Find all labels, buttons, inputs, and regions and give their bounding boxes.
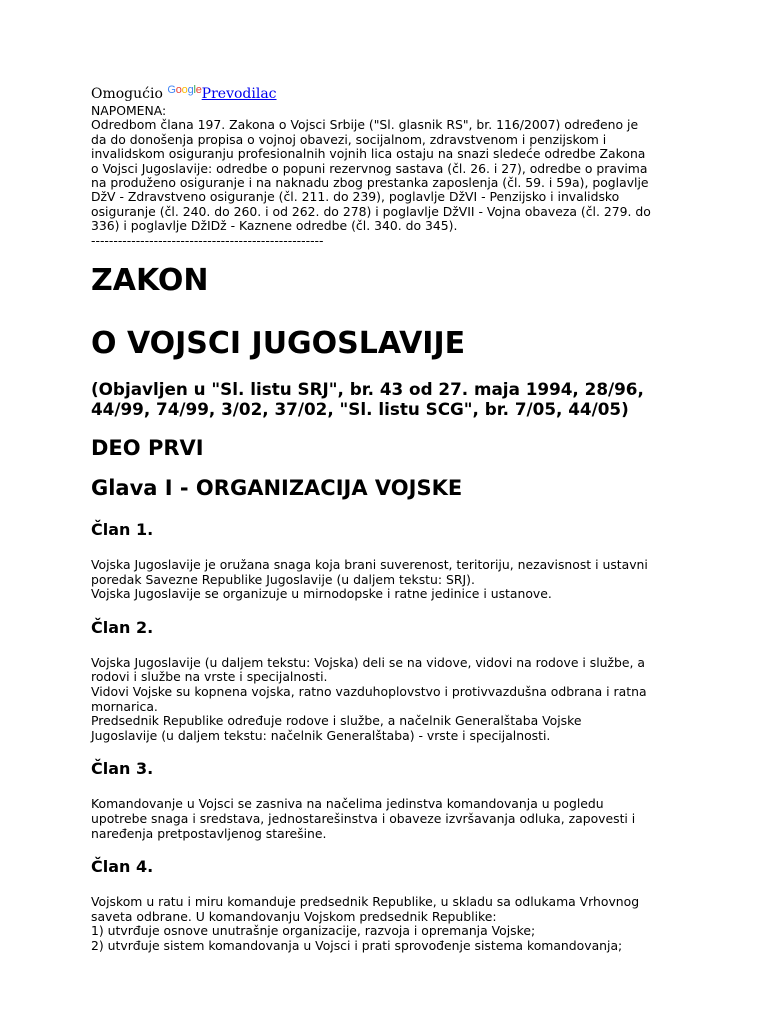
- article-line: 1) utvrđuje osnove unutrašnje organizacije, razvoja i opremanja Vojske;: [91, 923, 536, 939]
- article-heading: Član 2.: [91, 617, 154, 637]
- article-line: Komandovanje u Vojsci se zasniva na načelima jedinstva komandovanja u pogledu: [91, 796, 604, 812]
- article-heading: Član 1.: [91, 520, 154, 540]
- note-line: Odredbom člana 197. Zakona o Vojsci Srbije ("Sl. glasnik RS", br. 116/2007) određeno je: [91, 117, 639, 133]
- article-line: poredak Savezne Republike Jugoslavije (u daljem tekstu: SRJ).: [91, 571, 475, 587]
- publication-line: 44/99, 74/99, 3/02, 37/02, "Sl. listu SCG", br. 7/05, 44/05): [91, 399, 629, 420]
- article-line: rodovi i službe na vrste i specijalnosti.: [91, 669, 328, 685]
- law-title: ZAKON: [91, 263, 209, 299]
- note-line: DžV - Zdravstveno osiguranje (čl. 211. do 239), poglavlje DžVI - Penzijsko i invalidsko: [91, 189, 620, 205]
- article-heading: Član 3.: [91, 759, 154, 779]
- translate-link[interactable]: Prevodilac: [201, 86, 277, 102]
- translate-bar: [91, 84, 691, 104]
- article-line: Vojska Jugoslavije je oružana snaga koja brani suverenost, teritoriju, nezavisnost i ustavni: [91, 557, 648, 573]
- article-line: upotrebe snaga i sredstava, jednostarešinstva i obaveze izvršavanja odluka, zapovesti i: [91, 811, 636, 826]
- note-line: invalidskom osiguranju profesionalnih vojnih lica ostaju na snazi sledeće odredbe Zakona: [91, 146, 646, 162]
- part-heading: DEO PRVI: [91, 436, 204, 461]
- article-line: naređenja pretpostavljenog starešine.: [91, 825, 327, 841]
- article-line: saveta odbrane. U komandovanju Vojskom predsednik Republike:: [91, 908, 497, 924]
- article-text: [91, 656, 691, 744]
- article-text: [91, 895, 691, 953]
- document-page: [91, 84, 691, 954]
- article-heading: Član 4.: [91, 857, 154, 877]
- note-line: na produženo osiguranje i na naknadu zbog prestanka zaposlenja (čl. 59. i 59a), poglavlje: [91, 175, 649, 191]
- article-4: [91, 857, 691, 953]
- article-line: Vojska Jugoslavije (u daljem tekstu: Vojska) deli se na vidove, vidovi na rodove i službe, a: [91, 654, 645, 670]
- article-line: mornarica.: [91, 698, 158, 714]
- publication-info: [91, 379, 691, 419]
- article-line: Vidovi Vojske su kopnena vojska, ratno vazduhoplovstvo i protivvazdušna odbrana i ratna: [91, 684, 647, 700]
- note-line: 336) i poglavlje DžIDž - Kaznene odredbe (čl. 340. do 345).: [91, 218, 458, 234]
- translate-prefix: Omogućio: [91, 86, 163, 102]
- article-text: [91, 558, 691, 602]
- note-block: [91, 104, 691, 248]
- law-subtitle: O VOJSCI JUGOSLAVIJE: [91, 326, 466, 362]
- note-separator: ----------------------------------------------------: [91, 232, 324, 248]
- article-3: [91, 759, 691, 841]
- note-line: osiguranje (čl. 240. do 260. i od 262. do 278) i poglavlje DžVII - Vojna obaveza (čl. 279. do: [91, 203, 651, 219]
- article-text: [91, 797, 691, 841]
- article-1: [91, 520, 691, 602]
- article-2: [91, 618, 691, 744]
- article-line: Jugoslavije (u daljem tekstu: načelnik Generalštaba) - vrste i specijalnosti.: [91, 727, 551, 743]
- article-line: Predsednik Republike određuje rodove i službe, a načelnik Generalštaba Vojske: [91, 713, 582, 729]
- note-line: o Vojsci Jugoslavije: odredbe o popuni rezervnog sastava (čl. 26. i 27), odredbe o pravima: [91, 160, 648, 176]
- note-line: NAPOMENA:: [91, 103, 167, 118]
- google-logo-icon: Google: [167, 84, 202, 96]
- article-line: Vojskom u ratu i miru komanduje predsednik Republike, u skladu sa odlukama Vrhovnog: [91, 894, 640, 910]
- publication-line: (Objavljen u "Sl. listu SRJ", br. 43 od 27. maja 1994, 28/96,: [91, 379, 644, 400]
- chapter-heading: Glava I - ORGANIZACIJA VOJSKE: [91, 476, 463, 501]
- article-line: Vojska Jugoslavije se organizuje u mirnodopske i ratne jedinice i ustanove.: [91, 586, 552, 602]
- article-line: 2) utvrđuje sistem komandovanja u Vojsci i prati sprovođenje sistema komandovanja;: [91, 937, 623, 953]
- note-line: da do donošenja propisa o vojnoj obavezi, socijalnom, zdravstvenom i penzijskom i: [91, 131, 607, 147]
